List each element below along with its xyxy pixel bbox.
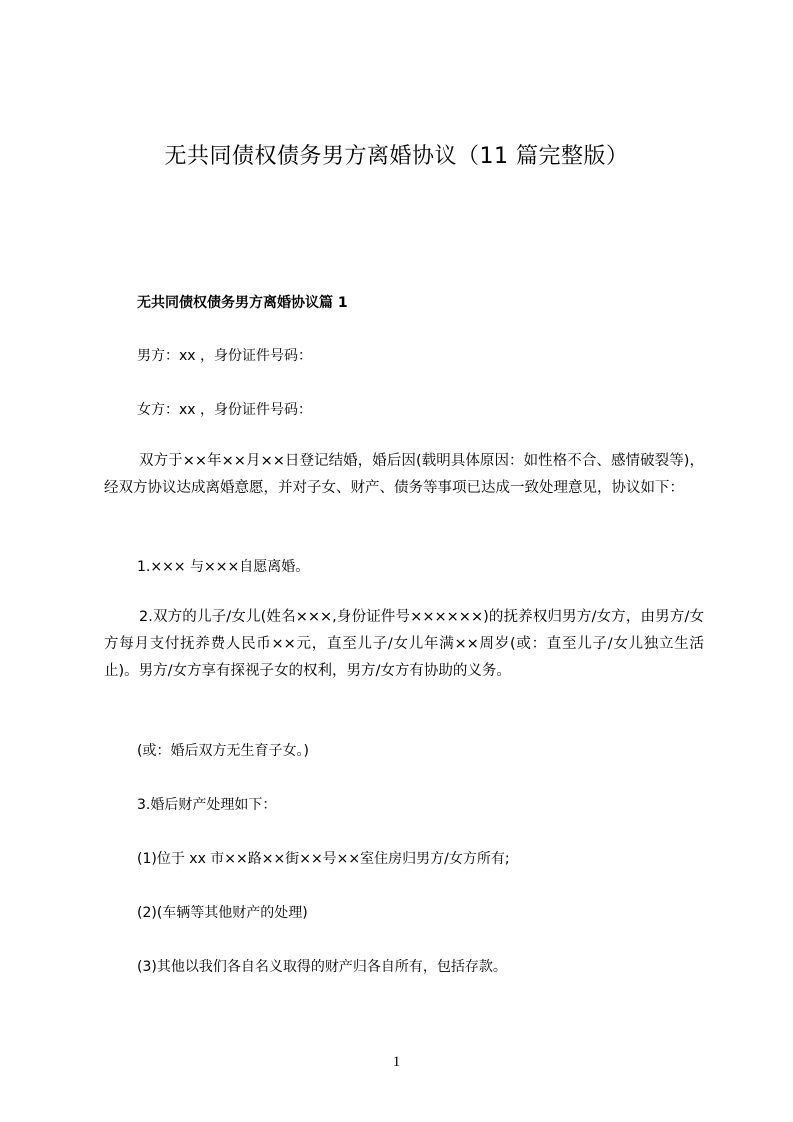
- intro-paragraph: [104, 448, 704, 502]
- intro-paragraph-text: 双方于××年××月××日登记结婚，婚后因(载明具体原因：如性格不合、感情破裂等)，经双方协议达成离婚意愿，并对子女、财产、债务等事项已达成一致处理意见，协议如下：: [104, 453, 704, 496]
- document-title: 无共同债权债务男方离婚协议（11 篇完整版）: [164, 144, 629, 169]
- clause-2-alternative: (或：婚后双方无生育子女。): [137, 743, 309, 759]
- clause-1: 1.××× 与×××自愿离婚。: [137, 559, 310, 575]
- clause-3-item-3: (3)其他以我们各自名义取得的财产归各自所有，包括存款。: [137, 959, 507, 975]
- clause-2-text: 2.双方的儿子/女儿(姓名×××,身份证件号××××××)的抚养权归男方/女方，由男方/女方每月支付抚养费人民币××元，直至儿子/女儿年满××周岁(或：直至儿子/女儿独立生活止)。男方/女方享有探视子女的权利，男方/女方有协助的义务。: [104, 609, 704, 679]
- clause-3-item-1: (1)位于 xx 市××路××街××号××室住房归男方/女方所有;: [137, 851, 510, 867]
- section-heading: 无共同债权债务男方离婚协议篇 1: [137, 295, 348, 311]
- clause-3-item-2: (2)(车辆等其他财产的处理): [137, 905, 308, 921]
- female-party-line: 女方：xx ，身份证件号码：: [137, 402, 313, 418]
- clause-2: [104, 604, 704, 685]
- male-party-line: 男方：xx ，身份证件号码：: [137, 348, 313, 364]
- page-number: 1: [392, 1054, 401, 1070]
- clause-3: 3.婚后财产处理如下：: [137, 797, 277, 813]
